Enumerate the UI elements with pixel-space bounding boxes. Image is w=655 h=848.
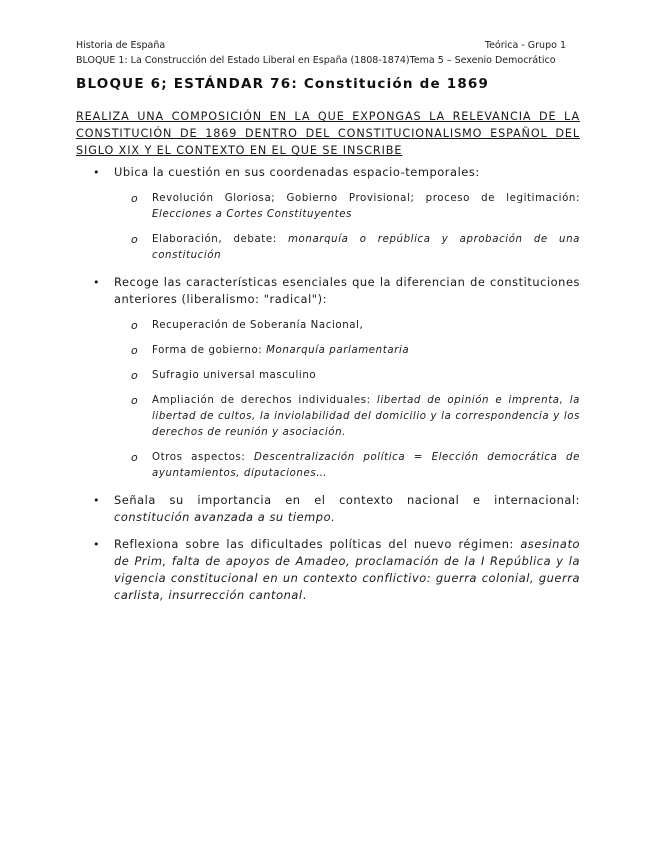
sub-item	[114, 450, 580, 482]
sub-bullet-icon: o	[131, 394, 139, 407]
outline-item-emphasis: asesinato de Prim, falta de apoyos de Amadeo, proclamación de la I República y la vigencia constitucional en un contexto conflictivo: guerra colonial, guerra carlista, insurrección cantonal	[114, 537, 580, 602]
outline-item-tail: .	[302, 588, 307, 602]
sub-item	[114, 393, 580, 441]
outline	[76, 164, 580, 614]
sub-item	[114, 368, 580, 384]
document-title: BLOQUE 6; ESTÁNDAR 76: Constitución de 1869	[76, 76, 490, 92]
sub-bullet-icon: o	[131, 319, 139, 332]
sub-item-text: Recuperación de Soberanía Nacional,	[152, 320, 364, 331]
sub-item-emphasis: Monarquía parlamentaria	[266, 345, 410, 356]
sub-item	[114, 343, 580, 359]
sub-item-emphasis: libertad de opinión e imprenta, la libertad de cultos, la inviolabilidad del domicilio y la correspondencia y los derechos de reunión y asociación.	[152, 395, 580, 438]
sub-item-text: Ampliación de derechos individuales:	[152, 395, 377, 406]
outline-item	[76, 536, 580, 604]
sub-item	[114, 232, 580, 264]
outline-item-text: Reflexiona sobre las dificultades políticas del nuevo régimen:	[114, 537, 521, 551]
sub-item-text: Elaboración, debate:	[152, 234, 289, 245]
sub-bullet-icon: o	[131, 369, 139, 382]
sub-bullet-icon: o	[131, 233, 139, 246]
bullet-icon: •	[93, 494, 101, 507]
sub-item-text: Forma de gobierno:	[152, 345, 267, 356]
outline-item	[76, 274, 580, 482]
outline-item-text: Ubica la cuestión en sus coordenadas espacio-temporales:	[114, 165, 480, 179]
sub-bullet-icon: o	[131, 451, 139, 464]
bullet-icon: •	[93, 538, 101, 551]
sub-item-emphasis: Descentralización política = Elección democrática de ayuntamientos, diputaciones…	[152, 452, 580, 479]
bullet-icon: •	[93, 276, 101, 289]
sub-item-text: Otros aspectos:	[152, 452, 255, 463]
header-subtitle: BLOQUE 1: La Construcción del Estado Liberal en España (1808-1874)Tema 5 – Sexenio Democrático	[76, 55, 556, 66]
sub-item-text: Sufragio universal masculino	[152, 370, 317, 381]
bullet-icon: •	[93, 166, 101, 179]
outline-item	[76, 492, 580, 526]
group-label: Teórica - Grupo 1	[484, 40, 566, 51]
outline-item-emphasis: constitución avanzada a su tiempo.	[114, 510, 336, 524]
sub-item	[114, 318, 580, 334]
sub-item	[114, 191, 580, 223]
outline-item-text: Recoge las características esenciales que la diferencian de constituciones anteriores (liberalismo: "radical"):	[114, 275, 580, 306]
outline-item	[76, 164, 580, 264]
assignment-prompt: REALIZA UNA COMPOSICIÓN EN LA QUE EXPONGAS LA RELEVANCIA DE LA CONSTITUCIÓN DE 1869 DENTRO DEL CONSTITUCIONALISMO ESPAÑOL DEL SIGLO XIX Y EL CONTEXTO EN EL QUE SE INSCRIBE	[76, 110, 580, 157]
sub-bullet-icon: o	[131, 192, 139, 205]
outline-item-text: Señala su importancia en el contexto nacional e internacional:	[114, 493, 580, 507]
course-name: Historia de España	[76, 40, 166, 51]
sub-item-text: Revolución Gloriosa; Gobierno Provisional; proceso de legitimación:	[152, 193, 580, 204]
sub-item-emphasis: Elecciones a Cortes Constituyentes	[152, 209, 353, 220]
sub-bullet-icon: o	[131, 344, 139, 357]
page-header	[76, 38, 566, 68]
sub-item-emphasis: monarquía o república y aprobación de una constitución	[152, 234, 580, 261]
